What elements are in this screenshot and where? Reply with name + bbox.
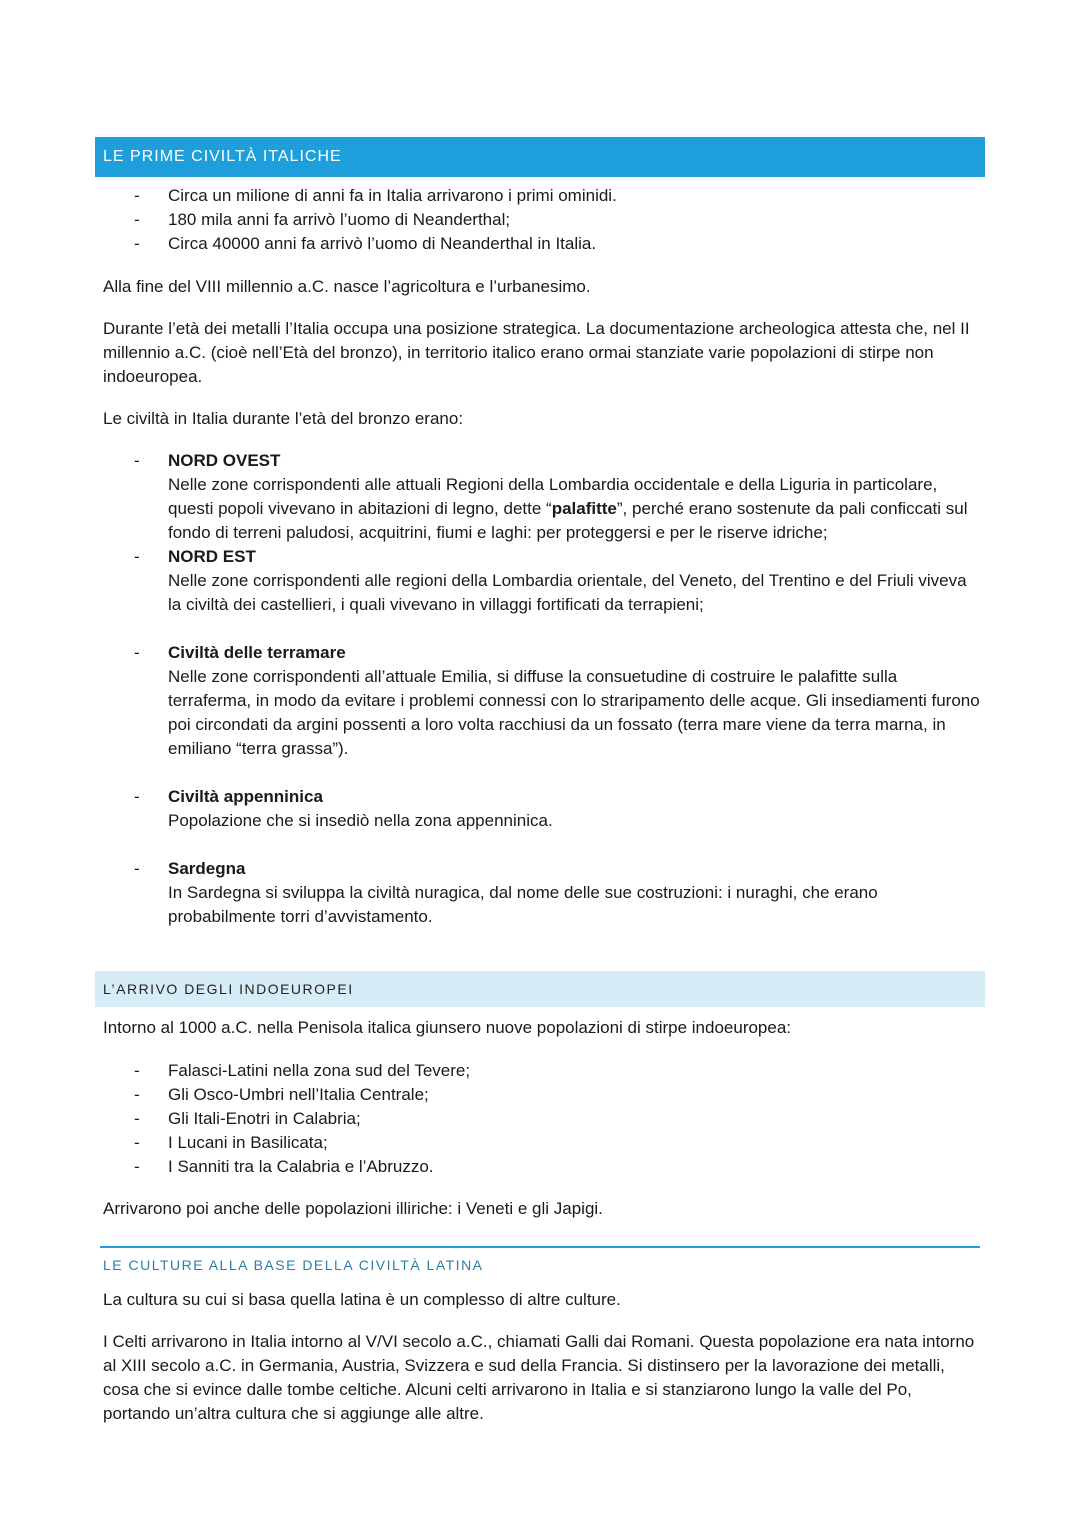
paragraph-agricoltura: Alla fine del VIII millennio a.C. nasce l’agricoltura e l’urbanesimo.: [103, 277, 591, 296]
list-item: - I Lucani in Basilicata;: [134, 1133, 328, 1152]
list-item: - I Sanniti tra la Calabria e l’Abruzzo.: [134, 1157, 434, 1176]
item-title: NORD EST: [168, 547, 256, 566]
early-history-list: [103, 184, 983, 256]
list-item-terramare: - Civiltà delle terramare Nelle zone corrispondenti all’attuale Emilia, si diffuse la consuetudine di costruire le palafitte sulla terraferma, in modo da evitare i problemi connessi con lo straripamento delle acque. Gli insediamenti furono poi circondati da argini possenti a loro volta racchiusi da un fossato (terra mare viene da terra marna, in emiliano “terra grassa”).: [103, 641, 983, 761]
item-title: Civiltà appenninica: [168, 787, 323, 806]
item-title: Civiltà delle terramare: [168, 643, 346, 662]
list-item: - 180 mila anni fa arrivò l’uomo di Neanderthal;: [134, 210, 511, 229]
indoeuropei-list: [103, 1059, 983, 1179]
item-title: Sardegna: [168, 859, 246, 878]
paragraph-civilta-bronzo: Le civiltà in Italia durante l’età del bronzo erano:: [103, 409, 464, 428]
paragraph-cultura-latina: La cultura su cui si basa quella latina è un complesso di altre culture.: [103, 1290, 621, 1309]
section-heading-indoeuropei: L’ARRIVO DEGLI INDOEUROPEI: [103, 981, 354, 997]
list-item: - Circa un milione di anni fa in Italia arrivarono i primi ominidi.: [134, 186, 617, 205]
item-text: In Sardegna si sviluppa la civiltà nuragica, dal nome delle sue costruzioni: i nuraghi, che erano probabilmente torri d’avvistamento.: [168, 883, 878, 926]
paragraph-celti: I Celti arrivarono in Italia intorno al V/VI secolo a.C., chiamati Galli dai Romani. Questa popolazione era nata intorno al XIII secolo a.C. in Germania, Austria, Svizzera e sud della Francia. Si distinsero per la lavorazione dei metalli, cosa che si evince dalle tombe celtiche. Alcuni celti arrivarono in Italia e si stanziarono lungo la valle del Po, portando un’altra cultura che si aggiunge alle altre.: [103, 1332, 975, 1423]
item-text: Popolazione che si insediò nella zona appenninica.: [168, 811, 553, 830]
paragraph-indoeuropei-intro: Intorno al 1000 a.C. nella Penisola italica giunsero nuove popolazioni di stirpe indoeuropea:: [103, 1018, 792, 1037]
list-item-appenninica: - Civiltà appenninica Popolazione che si insediò nella zona appenninica.: [103, 785, 983, 833]
list-item-nord-est: - NORD EST Nelle zone corrispondenti alle regioni della Lombardia orientale, del Veneto, del Trentino e del Friuli viveva la civiltà dei castellieri, i quali vivevano in villaggi fortificati da terrapieni;: [103, 545, 983, 617]
item-text: Nelle zone corrispondenti alle regioni della Lombardia orientale, del Veneto, del Trentino e del Friuli viveva la civiltà dei castellieri, i quali vivevano in villaggi fortificati da terrapieni;: [168, 571, 967, 614]
list-item: - Gli Itali-Enotri in Calabria;: [134, 1109, 361, 1128]
section-heading-rule: [100, 1246, 980, 1248]
section-heading-prime-civilta: LE PRIME CIVILTÀ ITALICHE: [103, 148, 342, 165]
section-heading-band: [95, 137, 985, 177]
list-item-sardegna: - Sardegna In Sardegna si sviluppa la civiltà nuragica, dal nome delle sue costruzioni: i nuraghi, che erano probabilmente torri d’avvistamento.: [103, 857, 983, 929]
item-text: Nelle zone corrispondenti alle attuali Regioni della Lombardia occidentale e della Liguria in particolare, questi popoli vivevano in abitazioni di legno, dette “palafitte”, perché erano sostenute da pali conficcati sul fondo di terreni paludosi, acquitrini, fiumi e laghi: per proteggersi e per le riserve idriche;: [168, 475, 968, 542]
list-item: - Falasci-Latini nella zona sud del Tevere;: [134, 1061, 471, 1080]
section-heading-culture-latina: LE CULTURE ALLA BASE DELLA CIVILTÀ LATINA: [103, 1257, 484, 1273]
civilizations-list: [103, 449, 983, 929]
section-heading-band: [95, 971, 985, 1007]
list-item-nord-ovest: - NORD OVEST Nelle zone corrispondenti alle attuali Regioni della Lombardia occidentale e della Liguria in particolare, questi popoli vivevano in abitazioni di legno, dette “palafitte”, perché erano sostenute da pali conficcati sul fondo di terreni paludosi, acquitrini, fiumi e laghi: per proteggersi e per le riserve idriche;: [103, 449, 983, 545]
list-item: - Circa 40000 anni fa arrivò l’uomo di Neanderthal in Italia.: [134, 234, 597, 253]
list-item: - Gli Osco-Umbri nell’Italia Centrale;: [134, 1085, 429, 1104]
item-text: Nelle zone corrispondenti all’attuale Emilia, si diffuse la consuetudine di costruire le palafitte sulla terraferma, in modo da evitare i problemi connessi con lo straripamento delle acque. Gli insediamenti furono poi circondati da argini possenti a loro volta racchiusi da un fossato (terra mare viene da terra marna, in emiliano “terra grassa”).: [168, 667, 980, 758]
paragraph-illiriche: Arrivarono poi anche delle popolazioni illiriche: i Veneti e gli Japigi.: [103, 1199, 603, 1218]
paragraph-eta-metalli: Durante l’età dei metalli l’Italia occupa una posizione strategica. La documentazione archeologica attesta che, nel II millennio a.C. (cioè nell’Età del bronzo), in territorio italico erano ormai stanziate varie popolazioni di stirpe non indoeuropea.: [103, 319, 970, 386]
item-title: NORD OVEST: [168, 451, 281, 470]
